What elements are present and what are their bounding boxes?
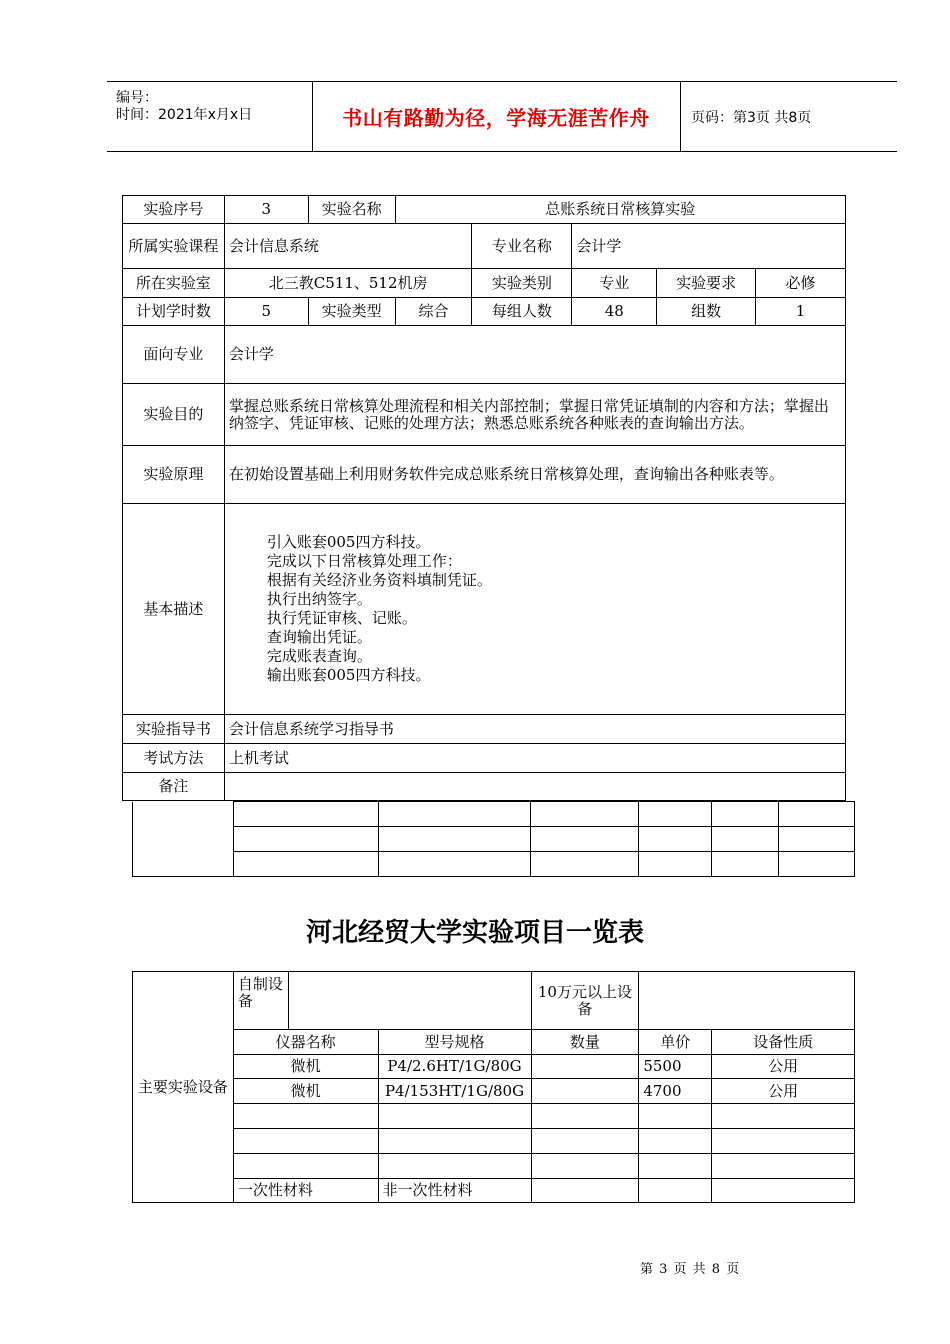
header-price: 单价 — [639, 1030, 712, 1055]
course-label: 所属实验课程 — [123, 224, 225, 269]
instrument-name: 微机 — [233, 1079, 378, 1104]
empty-cell — [639, 1154, 712, 1179]
consumable-label: 一次性材料 — [233, 1179, 378, 1203]
empty-cell — [639, 1104, 712, 1129]
groups-value: 1 — [756, 298, 846, 326]
fragment-cell — [779, 827, 855, 852]
fragment-cell — [378, 852, 531, 877]
type-value: 综合 — [395, 298, 472, 326]
seq-label: 实验序号 — [123, 196, 225, 224]
empty-cell — [233, 1104, 378, 1129]
principle-label: 实验原理 — [123, 446, 225, 504]
course-value: 会计信息系统 — [224, 224, 472, 269]
exam-label: 考试方法 — [123, 744, 225, 773]
fragment-cell — [378, 827, 531, 852]
header-quantity: 数量 — [531, 1030, 639, 1055]
instrument-model: P4/2.6HT/1G/80G — [378, 1055, 531, 1079]
over-label: 10万元以上设备 — [531, 972, 639, 1030]
fragment-cell — [233, 852, 378, 877]
empty-cell — [378, 1104, 531, 1129]
empty-cell — [233, 1129, 378, 1154]
instrument-price: 4700 — [639, 1079, 712, 1104]
header-nature: 设备性质 — [712, 1030, 855, 1055]
empty-cell — [378, 1129, 531, 1154]
header-page-number: 页码：第3页 共8页 — [691, 109, 812, 126]
desc-value — [224, 504, 845, 715]
header-motto: 书山有路勤为径，学海无涯苦作舟 — [312, 82, 681, 151]
empty-cell — [712, 1179, 855, 1203]
fragment-cell — [712, 802, 779, 827]
purpose-label: 实验目的 — [123, 384, 225, 446]
fragment-cell — [712, 852, 779, 877]
desc-line: 完成以下日常核算处理工作： — [266, 552, 462, 570]
desc-line: 输出账套005四方科技。 — [266, 666, 431, 684]
lab-label: 所在实验室 — [123, 269, 225, 298]
instrument-nature: 公用 — [712, 1055, 855, 1079]
desc-label: 基本描述 — [123, 504, 225, 715]
seq-value: 3 — [224, 196, 308, 224]
table-row — [133, 1079, 855, 1104]
fragment-cell — [531, 802, 639, 827]
empty-cell — [639, 1129, 712, 1154]
purpose-value: 掌握总账系统日常核算处理流程和相关内部控制；掌握日常凭证填制的内容和方法；掌握出纳签字、凭证审核、记账的处理方法；熟悉总账系统各种账表的查询输出方法。 — [224, 384, 845, 446]
fragment-table — [132, 801, 855, 877]
hours-value: 5 — [224, 298, 308, 326]
equipment-table — [132, 971, 855, 1203]
table-row — [133, 1129, 855, 1154]
desc-line: 执行凭证审核、记账。 — [266, 609, 417, 627]
fragment-cell — [779, 852, 855, 877]
fragment-cell — [779, 802, 855, 827]
req-label: 实验要求 — [657, 269, 756, 298]
desc-line: 根据有关经济业务资料填制凭证。 — [266, 571, 492, 589]
self-made-value — [288, 972, 531, 1030]
table-row — [133, 1055, 855, 1079]
type-label: 实验类型 — [308, 298, 395, 326]
page-title: 河北经贸大学实验项目一览表 — [305, 918, 644, 948]
page-header — [107, 81, 897, 152]
header-model: 型号规格 — [378, 1030, 531, 1055]
empty-cell — [531, 1104, 639, 1129]
instrument-quantity — [531, 1079, 639, 1104]
groups-label: 组数 — [657, 298, 756, 326]
self-made-label: 自制设备 — [233, 972, 288, 1030]
lab-value: 北三教C511、512机房 — [224, 269, 472, 298]
instrument-quantity — [531, 1055, 639, 1079]
non-consumable-label: 非一次性材料 — [378, 1179, 531, 1203]
fragment-cell — [639, 852, 712, 877]
instrument-name: 微机 — [233, 1055, 378, 1079]
name-value: 总账系统日常核算实验 — [395, 196, 845, 224]
category-value: 专业 — [572, 269, 657, 298]
main-equipment-label: 主要实验设备 — [133, 972, 234, 1203]
exam-value: 上机考试 — [224, 744, 845, 773]
instrument-price: 5500 — [639, 1055, 712, 1079]
fragment-cell — [639, 802, 712, 827]
name-label: 实验名称 — [308, 196, 395, 224]
experiment-info-table — [122, 195, 846, 801]
empty-cell — [639, 1179, 712, 1203]
major-value: 会计学 — [572, 224, 846, 269]
header-instrument: 仪器名称 — [233, 1030, 378, 1055]
fragment-cell — [133, 802, 234, 877]
category-label: 实验类别 — [472, 269, 572, 298]
desc-line: 查询输出凭证。 — [266, 628, 372, 646]
instrument-model: P4/153HT/1G/80G — [378, 1079, 531, 1104]
header-meta — [107, 82, 313, 151]
empty-cell — [531, 1154, 639, 1179]
table-row — [133, 1154, 855, 1179]
desc-line: 引入账套005四方科技。 — [266, 533, 431, 551]
target-value: 会计学 — [224, 326, 845, 384]
empty-cell — [712, 1154, 855, 1179]
empty-cell — [712, 1129, 855, 1154]
page-footer: 第 3 页 共 8 页 — [640, 1262, 741, 1277]
time-label: 时间：2021年x月x日 — [116, 107, 253, 123]
empty-cell — [531, 1179, 639, 1203]
code-label: 编号： — [116, 90, 158, 106]
fragment-cell — [712, 827, 779, 852]
principle-value: 在初始设置基础上利用财务软件完成总账系统日常核算处理，查询输出各种账表等。 — [224, 446, 845, 504]
hours-label: 计划学时数 — [123, 298, 225, 326]
guide-label: 实验指导书 — [123, 715, 225, 744]
note-label: 备注 — [123, 773, 225, 801]
fragment-cell — [233, 827, 378, 852]
fragment-cell — [639, 827, 712, 852]
target-label: 面向专业 — [123, 326, 225, 384]
empty-cell — [712, 1104, 855, 1129]
fragment-cell — [531, 827, 639, 852]
table-row — [133, 1104, 855, 1129]
note-value — [224, 773, 845, 801]
empty-cell — [233, 1154, 378, 1179]
desc-line: 执行出纳签字。 — [266, 590, 372, 608]
group-label: 每组人数 — [472, 298, 572, 326]
instrument-nature: 公用 — [712, 1079, 855, 1104]
over-value — [639, 972, 855, 1030]
fragment-cell — [378, 802, 531, 827]
desc-line: 完成账表查询。 — [266, 647, 372, 665]
empty-cell — [378, 1154, 531, 1179]
empty-cell — [531, 1129, 639, 1154]
fragment-cell — [531, 852, 639, 877]
req-value: 必修 — [756, 269, 846, 298]
guide-value: 会计信息系统学习指导书 — [224, 715, 845, 744]
group-value: 48 — [572, 298, 657, 326]
fragment-cell — [233, 802, 378, 827]
major-label: 专业名称 — [472, 224, 572, 269]
